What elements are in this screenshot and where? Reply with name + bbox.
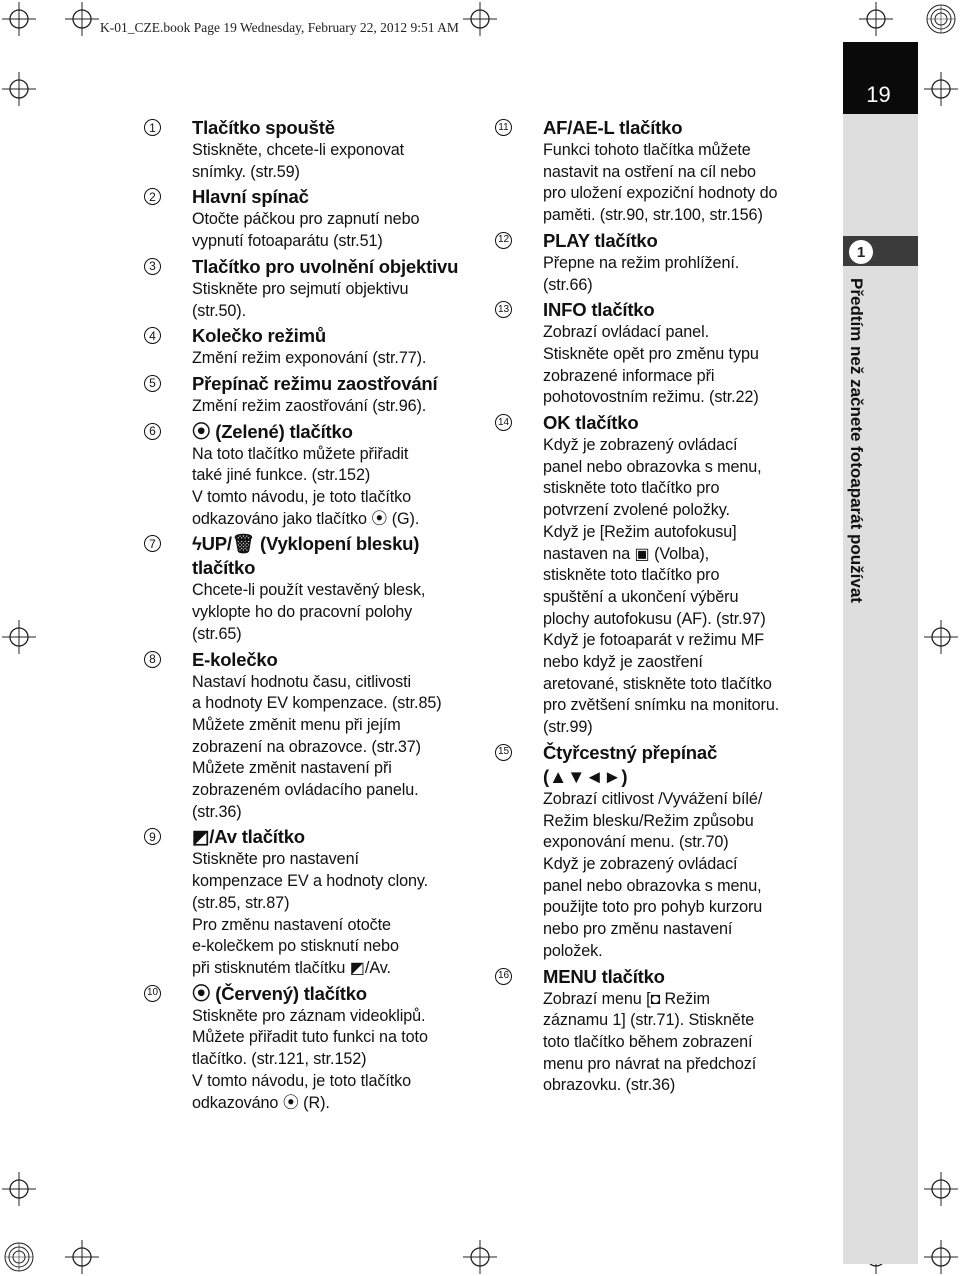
item-text: panel nebo obrazovka s menu, (543, 876, 762, 895)
item-text: Změní režim zaostřování (str.96). (192, 396, 427, 415)
item-title-continued: (▲▼◄►) (543, 765, 628, 787)
item-text: stiskněte toto tlačítko pro (543, 566, 720, 585)
item-title: Hlavní spínač (192, 186, 309, 208)
item-text: také jiné funkce. (str.152) (192, 466, 371, 485)
item-text: panel nebo obrazovka s menu, (543, 457, 762, 476)
color-bar-mark-icon (924, 2, 958, 36)
item-text: Stiskněte opět pro změnu typu (543, 344, 759, 363)
item-number: 15 (495, 744, 512, 761)
item-text: Změní režim exponování (str.77). (192, 349, 427, 368)
item-title-continued: tlačítko (192, 557, 256, 579)
registration-mark-icon (859, 2, 893, 36)
chapter-title: Předtím než začnete fotoaparát používat (847, 278, 866, 603)
item-text: zobrazeném ovládacího panelu. (192, 781, 419, 800)
registration-mark-icon (924, 72, 958, 106)
item-text: při stisknutém tlačítku ◩/Av. (192, 958, 391, 977)
item-number: 3 (144, 258, 161, 275)
list-item (144, 116, 484, 183)
item-text: nebo když je zaostření (543, 653, 703, 672)
item-text: Když je fotoaparát v režimu MF (543, 631, 765, 650)
item-text: menu pro návrat na předchozí (543, 1054, 757, 1073)
item-text: a hodnoty EV kompenzace. (str.85) (192, 694, 442, 713)
list-item (495, 229, 825, 296)
item-number: 12 (495, 232, 512, 249)
item-text: obrazovku. (str.36) (543, 1076, 676, 1095)
item-text: snímky. (str.59) (192, 162, 300, 181)
item-title: Přepínač režimu zaostřování (192, 372, 438, 394)
item-text: stiskněte toto tlačítko pro (543, 479, 720, 498)
list-item (144, 825, 484, 979)
item-number: 8 (144, 651, 161, 668)
color-bar-mark-icon (2, 1240, 36, 1274)
item-text: (str.65) (192, 624, 242, 643)
item-text: Nastaví hodnotu času, citlivosti (192, 672, 412, 691)
right-column (495, 116, 825, 1099)
item-title: OK tlačítko (543, 412, 639, 434)
item-text: záznamu 1] (str.71). Stiskněte (543, 1011, 755, 1030)
item-text: plochy autofokusu (AF). (str.97) (543, 609, 766, 628)
list-item (144, 982, 484, 1115)
list-item (495, 298, 825, 409)
item-text: použijte toto pro pohyb kurzoru (543, 898, 763, 917)
item-title: Tlačítko pro uvolnění objektivu (192, 255, 459, 277)
registration-mark-icon (924, 620, 958, 654)
item-title: ⦿ (Červený) tlačítko (192, 982, 367, 1004)
item-text: Když je zobrazený ovládací (543, 436, 738, 455)
item-text: Režim blesku/Režim způsobu (543, 811, 754, 830)
item-text: odkazováno jako tlačítko ⦿ (G). (192, 509, 420, 528)
item-number: 10 (144, 985, 161, 1002)
item-number: 1 (144, 119, 161, 136)
item-text: spuštění a ukončení výběru (543, 587, 739, 606)
registration-mark-icon (924, 1172, 958, 1206)
item-text: vyklopte ho do pracovní polohy (192, 603, 413, 622)
item-title: PLAY tlačítko (543, 229, 658, 251)
item-number: 14 (495, 414, 512, 431)
page-number: 19 (843, 42, 918, 114)
item-title: ⦿ (Zelené) tlačítko (192, 420, 353, 442)
item-text: toto tlačítko během zobrazení (543, 1032, 753, 1051)
item-title: MENU tlačítko (543, 965, 665, 987)
list-item (495, 411, 825, 739)
item-text: kompenzace EV a hodnoty clony. (192, 872, 429, 891)
item-text: Můžete přiřadit tuto funkci na toto (192, 1028, 428, 1047)
item-text: Funkci tohoto tlačítka můžete (543, 141, 751, 159)
registration-mark-icon (65, 2, 99, 36)
item-text: potvrzení zvolené položky. (543, 501, 730, 520)
item-text: Zobrazí menu [◘ Režim (543, 989, 710, 1008)
item-title: ϟUP/🗑 (Vyklopení blesku) (192, 533, 420, 555)
item-text: položek. (543, 941, 603, 960)
registration-mark-icon (463, 1240, 497, 1274)
registration-mark-icon (65, 1240, 99, 1274)
list-item (144, 185, 484, 252)
list-item (144, 420, 484, 531)
registration-mark-icon (463, 2, 497, 36)
item-text: odkazováno ⦿ (R). (192, 1093, 330, 1112)
item-text: (str.50). (192, 301, 246, 320)
item-text: pohotovostním režimu. (str.22) (543, 388, 759, 407)
item-text: e-kolečkem po stisknutí nebo (192, 937, 399, 956)
item-number: 16 (495, 968, 512, 985)
item-text: (str.36) (192, 802, 242, 821)
item-title: INFO tlačítko (543, 299, 655, 321)
item-number: 5 (144, 375, 161, 392)
item-text: zobrazení na obrazovce. (str.37) (192, 737, 421, 756)
registration-mark-icon (924, 1240, 958, 1274)
registration-mark-icon (2, 72, 36, 106)
item-text: vypnutí fotoaparátu (str.51) (192, 232, 383, 251)
item-number: 6 (144, 423, 161, 440)
chapter-number: 1 (849, 240, 873, 264)
item-title: E-kolečko (192, 648, 278, 670)
item-text: paměti. (str.90, str.100, str.156) (543, 206, 763, 225)
item-text: V tomto návodu, je toto tlačítko (192, 1071, 412, 1090)
item-text: V tomto návodu, je toto tlačítko (192, 488, 412, 507)
item-text: tlačítko. (str.121, str.152) (192, 1050, 367, 1069)
item-text: Stiskněte pro nastavení (192, 850, 359, 869)
item-text: Pro změnu nastavení otočte (192, 915, 391, 934)
header-text: K-01_CZE.book Page 19 Wednesday, February 22, 2012 9:51 AM (100, 20, 459, 35)
chapter-sidebar (843, 42, 918, 1264)
item-text: pro zvětšení snímku na monitoru. (543, 696, 780, 715)
list-item (144, 255, 484, 322)
item-text: Otočte páčkou pro zapnutí nebo (192, 210, 420, 229)
item-text: Stiskněte, chcete-li exponovat (192, 141, 405, 159)
item-number: 4 (144, 327, 161, 344)
list-item (144, 324, 484, 370)
item-number: 11 (495, 119, 512, 136)
item-title: Kolečko režimů (192, 325, 326, 347)
item-text: Stiskněte pro záznam videoklipů. (192, 1006, 426, 1025)
item-text: nastaven na ▣ (Volba), (543, 544, 710, 563)
item-text: pro uložení expoziční hodnoty do (543, 184, 778, 203)
item-text: Stiskněte pro sejmutí objektivu (192, 279, 409, 298)
item-text: aretované, stiskněte toto tlačítko (543, 674, 772, 693)
item-text: (str.66) (543, 275, 593, 294)
item-text: (str.99) (543, 718, 593, 737)
list-item (144, 648, 484, 824)
item-number: 2 (144, 188, 161, 205)
registration-mark-icon (2, 2, 36, 36)
list-item (144, 532, 484, 645)
item-title: Tlačítko spouště (192, 117, 335, 138)
item-text: Můžete změnit nastavení při (192, 759, 392, 778)
left-column (144, 116, 484, 1116)
item-number: 7 (144, 535, 161, 552)
item-text: nastavit na ostření na cíl nebo (543, 162, 756, 181)
item-text: Když je [Režim autofokusu] (543, 522, 737, 541)
list-item (495, 116, 825, 227)
item-title: AF/AE-L tlačítko (543, 117, 683, 138)
item-text: Na toto tlačítko můžete přiřadit (192, 444, 409, 463)
item-text: Přepne na režim prohlížení. (543, 253, 740, 272)
list-item (144, 372, 484, 418)
registration-mark-icon (2, 620, 36, 654)
item-title: Čtyřcestný přepínač (543, 741, 718, 763)
item-text: nebo pro změnu nastavení (543, 920, 733, 939)
item-text: Zobrazí ovládací panel. (543, 323, 709, 342)
item-number: 9 (144, 828, 161, 845)
item-text: Když je zobrazený ovládací (543, 854, 738, 873)
item-text: Můžete změnit menu při jejím (192, 715, 401, 734)
item-text: exponování menu. (str.70) (543, 833, 729, 852)
item-title: ◩/Av tlačítko (192, 826, 305, 848)
registration-mark-icon (2, 1172, 36, 1206)
item-text: Zobrazí citlivost /Vyvážení bílé/ (543, 789, 763, 808)
item-text: Chcete-li použít vestavěný blesk, (192, 581, 426, 600)
item-number: 13 (495, 301, 512, 318)
list-item (495, 741, 825, 963)
item-text: zobrazené informace při (543, 366, 715, 385)
list-item (495, 965, 825, 1098)
item-text: (str.85, str.87) (192, 893, 290, 912)
